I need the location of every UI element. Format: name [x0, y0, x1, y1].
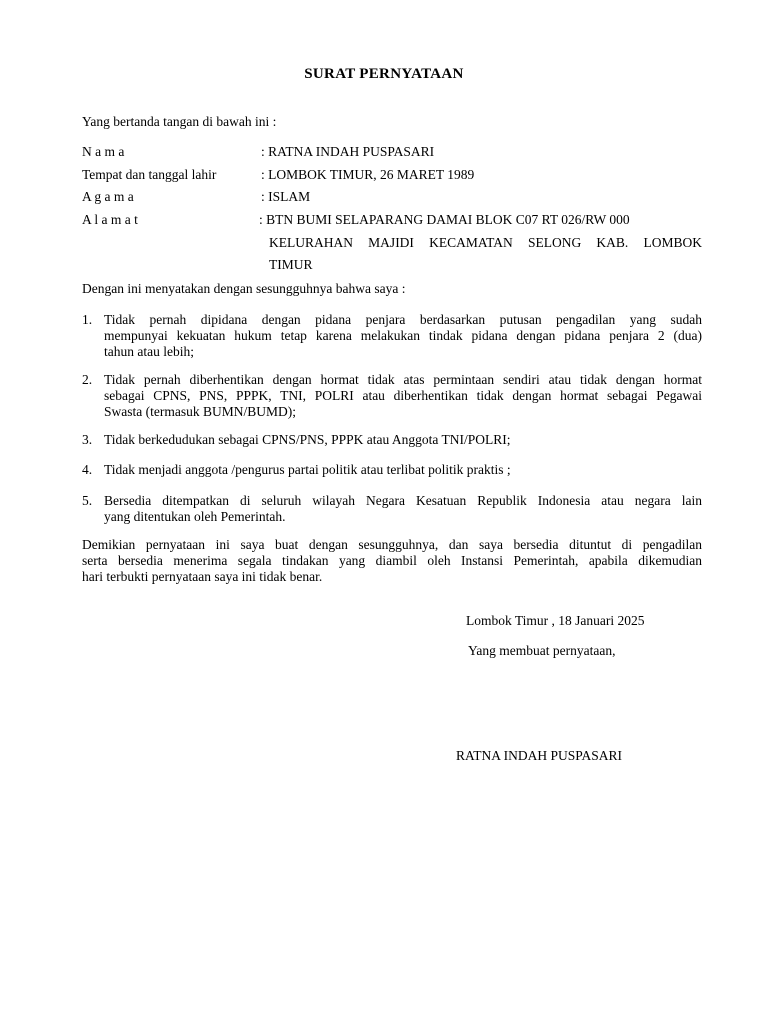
- birth-value: : LOMBOK TIMUR, 26 MARET 1989: [261, 167, 475, 182]
- birth-label: Tempat dan tanggal lahir: [82, 167, 217, 182]
- item-number: 1.: [82, 312, 93, 327]
- item-text: [104, 372, 702, 420]
- item-number: 3.: [82, 432, 93, 447]
- address-value-line1: : BTN BUMI SELAPARANG DAMAI BLOK C07 RT 026/RW 000: [259, 212, 630, 227]
- signatory-name: RATNA INDAH PUSPASARI: [456, 748, 623, 763]
- item-line: Tidak menjadi anggota /pengurus partai politik atau terlibat politik praktis ;: [104, 462, 511, 477]
- closing-line: serta bersedia menerima segala tindakan yang diambil oleh Instansi Pemerintah, apabila dikemudian: [82, 553, 702, 568]
- closing-line: hari terbukti pernyataan saya ini tidak benar.: [82, 569, 323, 584]
- statement-intro: Dengan ini menyatakan dengan sesungguhnya bahwa saya :: [82, 281, 406, 296]
- document-title: SURAT PERNYATAAN: [304, 66, 464, 82]
- item-line: yang ditentukan oleh Pemerintah.: [104, 509, 286, 524]
- item-text: [104, 462, 702, 478]
- address-label: A l a m a t: [82, 212, 138, 227]
- item-line: Tidak pernah dipidana dengan pidana penjara berdasarkan putusan pengadilan yang sudah: [104, 312, 702, 327]
- place-date: Lombok Timur , 18 Januari 2025: [466, 613, 645, 628]
- item-line: Bersedia ditempatkan di seluruh wilayah Negara Kesatuan Republik Indonesia atau negara lain: [104, 493, 702, 508]
- intro-text: Yang bertanda tangan di bawah ini :: [82, 114, 277, 129]
- made-by-label: Yang membuat pernyataan,: [468, 643, 616, 658]
- closing-paragraph: [82, 537, 702, 585]
- item-number: 2.: [82, 372, 93, 387]
- item-number: 5.: [82, 493, 93, 508]
- item-line: sebagai CPNS, PNS, PPPK, TNI, POLRI atau diberhentikan tidak dengan hormat sebagai Pegawai: [104, 388, 702, 403]
- item-line: Tidak berkedudukan sebagai CPNS/PNS, PPPK atau Anggota TNI/POLRI;: [104, 432, 511, 447]
- item-line: Swasta (termasuk BUMN/BUMD);: [104, 404, 296, 419]
- item-text: [104, 432, 702, 448]
- item-text: [104, 312, 702, 360]
- address-value-line3: TIMUR: [269, 257, 313, 272]
- item-text: [104, 493, 702, 525]
- item-number: 4.: [82, 462, 93, 477]
- religion-label: A g a m a: [82, 189, 134, 204]
- item-line: tahun atau lebih;: [104, 344, 194, 359]
- closing-line: Demikian pernyataan ini saya buat dengan sesungguhnya, dan saya bersedia dituntut di pengadilan: [82, 537, 702, 552]
- name-value: : RATNA INDAH PUSPASARI: [261, 144, 435, 159]
- religion-value: : ISLAM: [261, 189, 311, 204]
- name-label: N a m a: [82, 144, 125, 159]
- address-value-line2: KELURAHAN MAJIDI KECAMATAN SELONG KAB. LOMBOK: [269, 235, 702, 250]
- item-line: Tidak pernah diberhentikan dengan hormat tidak atas permintaan sendiri atau tidak dengan hormat: [104, 372, 702, 387]
- item-line: mempunyai kekuatan hukum tetap karena melakukan tindak pidana dengan pidana penjara 2 (dua): [104, 328, 702, 343]
